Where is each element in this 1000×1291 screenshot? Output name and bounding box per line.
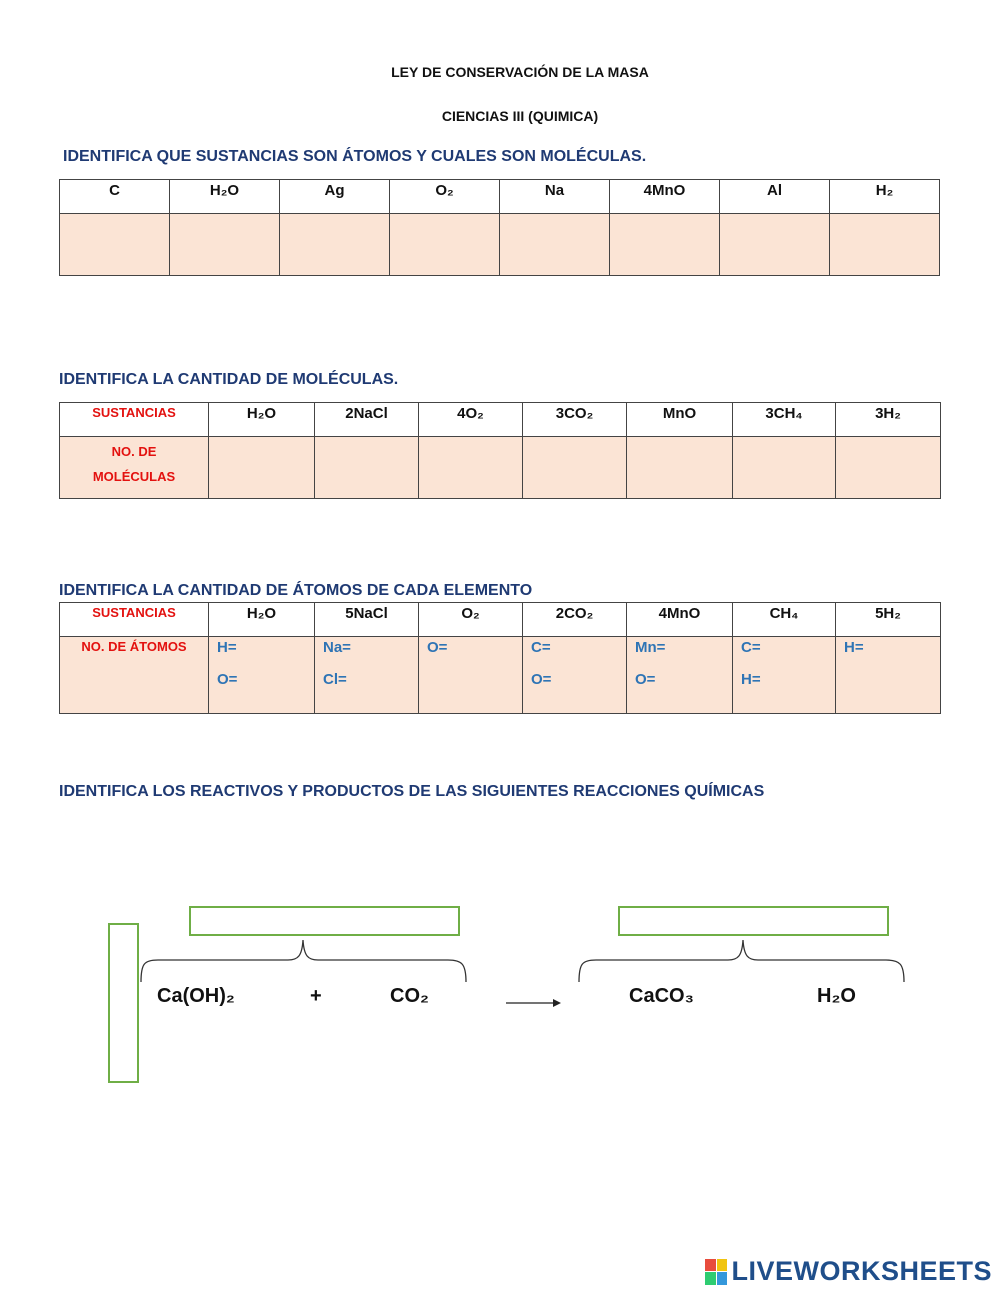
substance-label: 4O₂: [457, 405, 484, 422]
substance-cell: [720, 180, 830, 214]
document-title: LEY DE CONSERVACIÓN DE LA MASA: [391, 64, 649, 80]
atom-field[interactable]: O=: [635, 671, 656, 688]
logo-square-l: [705, 1259, 716, 1272]
substance-cell: [419, 603, 523, 637]
substance-label: O₂: [461, 605, 480, 622]
substance-cell: [280, 180, 390, 214]
substance-label: H₂: [875, 182, 894, 199]
reactants-answer-box[interactable]: [189, 906, 460, 936]
row-label-cell: [60, 403, 209, 437]
substance-label: O₂: [435, 182, 454, 199]
answer-row: [60, 637, 941, 714]
atom-field[interactable]: H=: [741, 671, 761, 688]
atom-answer-cell[interactable]: [315, 637, 419, 714]
atom-field[interactable]: H=: [844, 639, 864, 656]
answer-row: [60, 214, 940, 276]
reactants-brace-icon: [138, 936, 470, 984]
substance-label: H₂O: [246, 605, 277, 622]
answer-input-cell[interactable]: [720, 214, 830, 276]
row-label-cell: [60, 603, 209, 637]
atom-field[interactable]: C=: [741, 639, 761, 656]
atom-field[interactable]: O=: [427, 639, 448, 656]
answer-input-cell[interactable]: [170, 214, 280, 276]
substance-cell: [733, 403, 836, 437]
substance-label: 2NaCl: [345, 405, 388, 422]
answer-input-cell[interactable]: [830, 214, 940, 276]
atom-field[interactable]: [836, 669, 940, 701]
answer-input-cell[interactable]: [627, 437, 733, 499]
substance-cell: [830, 180, 940, 214]
products-answer-box[interactable]: [618, 906, 889, 936]
table-header-row: [60, 180, 940, 214]
section1-heading: IDENTIFICA QUE SUSTANCIAS SON ÁTOMOS Y CUALES SON MOLÉCULAS.: [63, 148, 647, 165]
substance-label: 4MnO: [658, 605, 701, 622]
liveworksheets-brand: [705, 1256, 992, 1287]
answer-row: [60, 437, 941, 499]
substance-label: H₂O: [246, 405, 277, 422]
atom-answer-cell[interactable]: [419, 637, 523, 714]
substance-label: 3CO₂: [555, 405, 594, 422]
substance-label: 2CO₂: [555, 605, 594, 622]
substance-cell: [836, 603, 941, 637]
molecule-count-table: [59, 402, 941, 499]
no-de-label: NO. DE: [111, 444, 157, 459]
substance-cell: [500, 180, 610, 214]
answer-input-cell[interactable]: [419, 437, 523, 499]
substance-cell: [390, 180, 500, 214]
atom-answer-cell[interactable]: [209, 637, 315, 714]
section2-heading: IDENTIFICA LA CANTIDAD DE MOLÉCULAS.: [59, 371, 399, 388]
atom-count-table: [59, 602, 941, 714]
sustancias-label: SUSTANCIAS: [92, 405, 176, 420]
logo-square-i: [717, 1259, 728, 1272]
answer-input-cell[interactable]: [390, 214, 500, 276]
product-formula: CaCO₃: [629, 985, 694, 1007]
atom-field[interactable]: [419, 669, 522, 701]
row-label-cell: [60, 637, 209, 714]
substance-label: Al: [767, 182, 782, 199]
atom-field[interactable]: Cl=: [323, 671, 347, 688]
substance-cell: [315, 403, 419, 437]
atom-answer-cell[interactable]: [733, 637, 836, 714]
answer-input-cell[interactable]: [315, 437, 419, 499]
no-de-atomos-label: NO. DE ÁTOMOS: [81, 639, 187, 654]
reaction-type-answer-box[interactable]: [108, 923, 139, 1083]
substance-cell: [627, 403, 733, 437]
logo-square-e: [717, 1272, 728, 1285]
substance-label: 5NaCl: [345, 605, 388, 622]
answer-input-cell[interactable]: [60, 214, 170, 276]
atoms-molecules-table: [59, 179, 940, 276]
products-brace-icon: [576, 936, 908, 984]
substance-cell: [419, 403, 523, 437]
plus-sign: +: [310, 985, 322, 1007]
answer-input-cell[interactable]: [610, 214, 720, 276]
answer-input-cell[interactable]: [523, 437, 627, 499]
substance-label: H₂O: [209, 182, 240, 199]
substance-label: 3CH₄: [765, 405, 803, 422]
substance-cell: [209, 403, 315, 437]
moleculas-label: MOLÉCULAS: [92, 469, 176, 484]
table-header-row: [60, 403, 941, 437]
substance-label: CH₄: [769, 605, 799, 622]
atom-field[interactable]: C=: [531, 639, 551, 656]
substance-cell: [836, 403, 941, 437]
atom-field[interactable]: O=: [217, 671, 238, 688]
atom-answer-cell[interactable]: [836, 637, 941, 714]
answer-input-cell[interactable]: [209, 437, 315, 499]
substance-label: 3H₂: [875, 405, 901, 422]
substance-cell: [610, 180, 720, 214]
substance-cell: [523, 403, 627, 437]
brand-name: LIVEWORKSHEETS: [731, 1256, 992, 1286]
substance-label: 5H₂: [875, 605, 901, 622]
atom-field[interactable]: H=: [217, 639, 237, 656]
atom-answer-cell[interactable]: [523, 637, 627, 714]
product-formula: H₂O: [817, 985, 856, 1007]
substance-cell: [315, 603, 419, 637]
section3-heading: IDENTIFICA LA CANTIDAD DE ÁTOMOS DE CADA ELEMENTO: [59, 582, 533, 599]
substance-cell: [523, 603, 627, 637]
substance-cell: [627, 603, 733, 637]
substance-cell: [209, 603, 315, 637]
atom-field[interactable]: Na=: [323, 639, 351, 656]
reactant-formula: CO₂: [390, 985, 429, 1007]
answer-input-cell[interactable]: [280, 214, 390, 276]
substance-label: 4MnO: [643, 182, 686, 199]
atom-field[interactable]: Mn=: [635, 639, 666, 656]
atom-answer-cell[interactable]: [627, 637, 733, 714]
substance-label: Ag: [324, 182, 345, 199]
substance-cell: [170, 180, 280, 214]
substance-cell: [733, 603, 836, 637]
answer-input-cell[interactable]: [733, 437, 836, 499]
answer-input-cell[interactable]: [836, 437, 941, 499]
liveworksheets-logo-icon: [705, 1259, 727, 1285]
substance-label: Na: [544, 182, 565, 199]
substance-label: C: [109, 182, 120, 199]
atom-field[interactable]: O=: [531, 671, 552, 688]
substance-label: MnO: [662, 405, 697, 422]
reactant-formula: Ca(OH)₂: [157, 985, 235, 1007]
logo-square-v: [705, 1272, 716, 1285]
table-header-row: [60, 603, 941, 637]
answer-input-cell[interactable]: [500, 214, 610, 276]
reaction-arrow-icon: [505, 995, 563, 1011]
sustancias-label: SUSTANCIAS: [92, 605, 176, 620]
row-label-cell: [60, 437, 209, 499]
document-subtitle: CIENCIAS III (QUIMICA): [441, 108, 599, 124]
substance-cell: [60, 180, 170, 214]
section4-heading: IDENTIFICA LOS REACTIVOS Y PRODUCTOS DE LAS SIGUIENTES REACCIONES QUÍMICAS: [59, 783, 765, 800]
